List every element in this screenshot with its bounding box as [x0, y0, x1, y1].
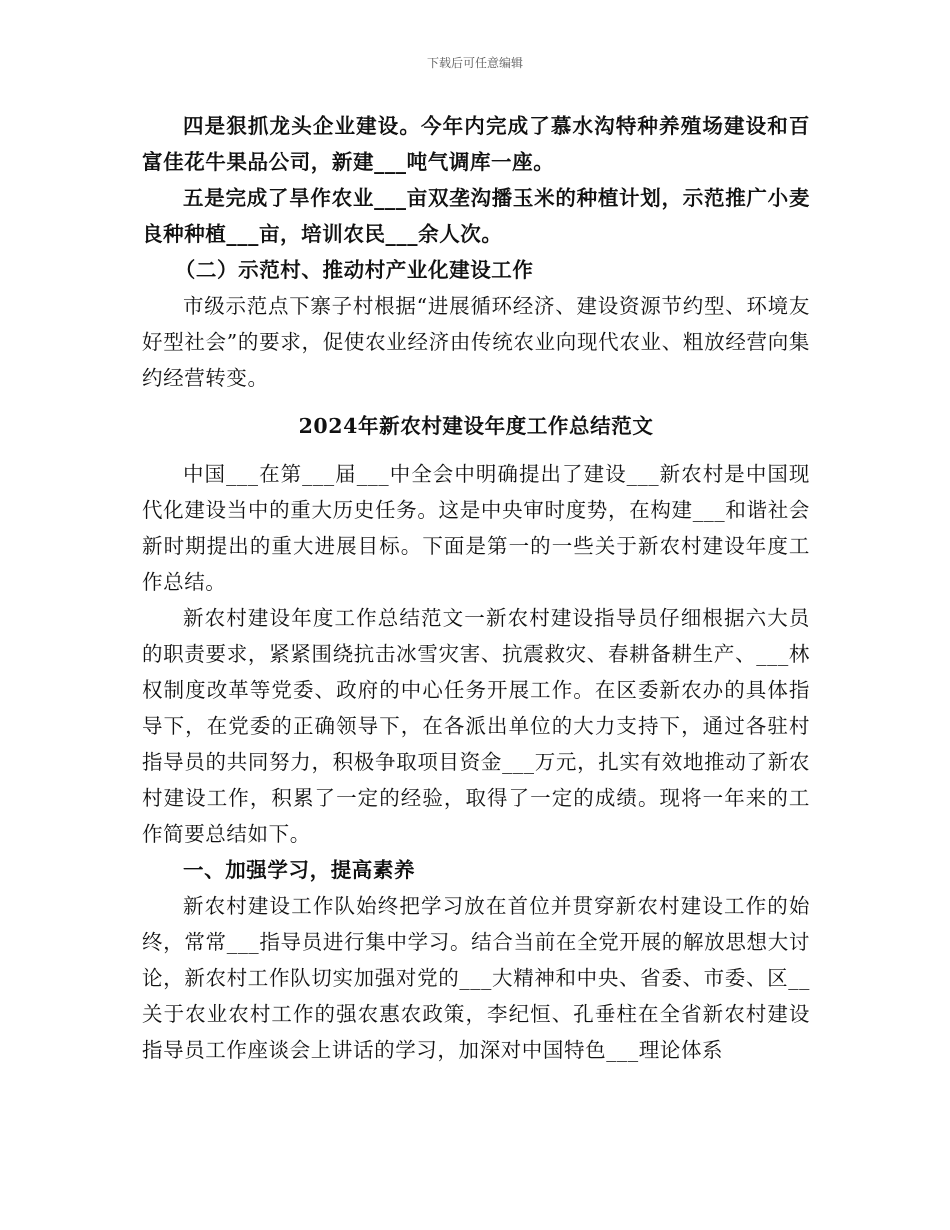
- document-body: [142, 108, 810, 1068]
- paragraph-demo-village: 市级示范点下寨子村根据“进展循环经济、建设资源节约型、环境友好型社会”的要求，促使农业经济由传统农业向现代农业、粗放经营向集约经营转变。: [142, 294, 810, 390]
- paragraph-leading-enterprise: 四是狠抓龙头企业建设。今年内完成了慕水沟特种养殖场建设和百富佳花牛果品公司，新建___吨气调库一座。: [142, 114, 810, 174]
- section-heading-demo-village: （二）示范村、推动村产业化建设工作: [174, 258, 534, 282]
- section-heading-study: 一、加强学习，提高素养: [183, 858, 416, 882]
- paragraph-dry-farming: 五是完成了旱作农业___亩双垄沟播玉米的种植计划，示范推广小麦良种种植___亩，培训农民___余人次。: [142, 186, 810, 246]
- paragraph-intro: 中国___在第___届___中全会中明确提出了建设___新农村是中国现代化建设当中的重大历史任务。这是中央审时度势，在构建___和谐社会新时期提出的重大进展目标。下面是第一的一些关于新农村建设年度工作总结。: [142, 462, 810, 594]
- paragraph-study: 新农村建设工作队始终把学习放在首位并贯穿新农村建设工作的始终，常常___指导员进行集中学习。结合当前在全党开展的解放思想大讨论，新农村工作队切实加强对党的___大精神和中央、省委、市委、区__关于农业农村工作的强农惠农政策，李纪恒、孔垂柱在全省新农村建设指导员工作座谈会上讲话的学习，加深对中国特色___理论体系: [142, 894, 810, 1062]
- paragraph-summary-one: 新农村建设年度工作总结范文一新农村建设指导员仔细根据六大员的职责要求，紧紧围绕抗击冰雪灾害、抗震救灾、春耕备耕生产、___林权制度改革等党委、政府的中心任务开展工作。在区委新农办的具体指导下，在党委的正确领导下，在各派出单位的大力支持下，通过各驻村指导员的共同努力，积极争取项目资金___万元，扎实有效地推动了新农村建设工作，积累了一定的经验，取得了一定的成绩。现将一年来的工作简要总结如下。: [142, 606, 810, 846]
- article-title: 2024年新农村建设年度工作总结范文: [298, 414, 654, 438]
- page-header-note: 下载后可任意编辑: [426, 56, 523, 70]
